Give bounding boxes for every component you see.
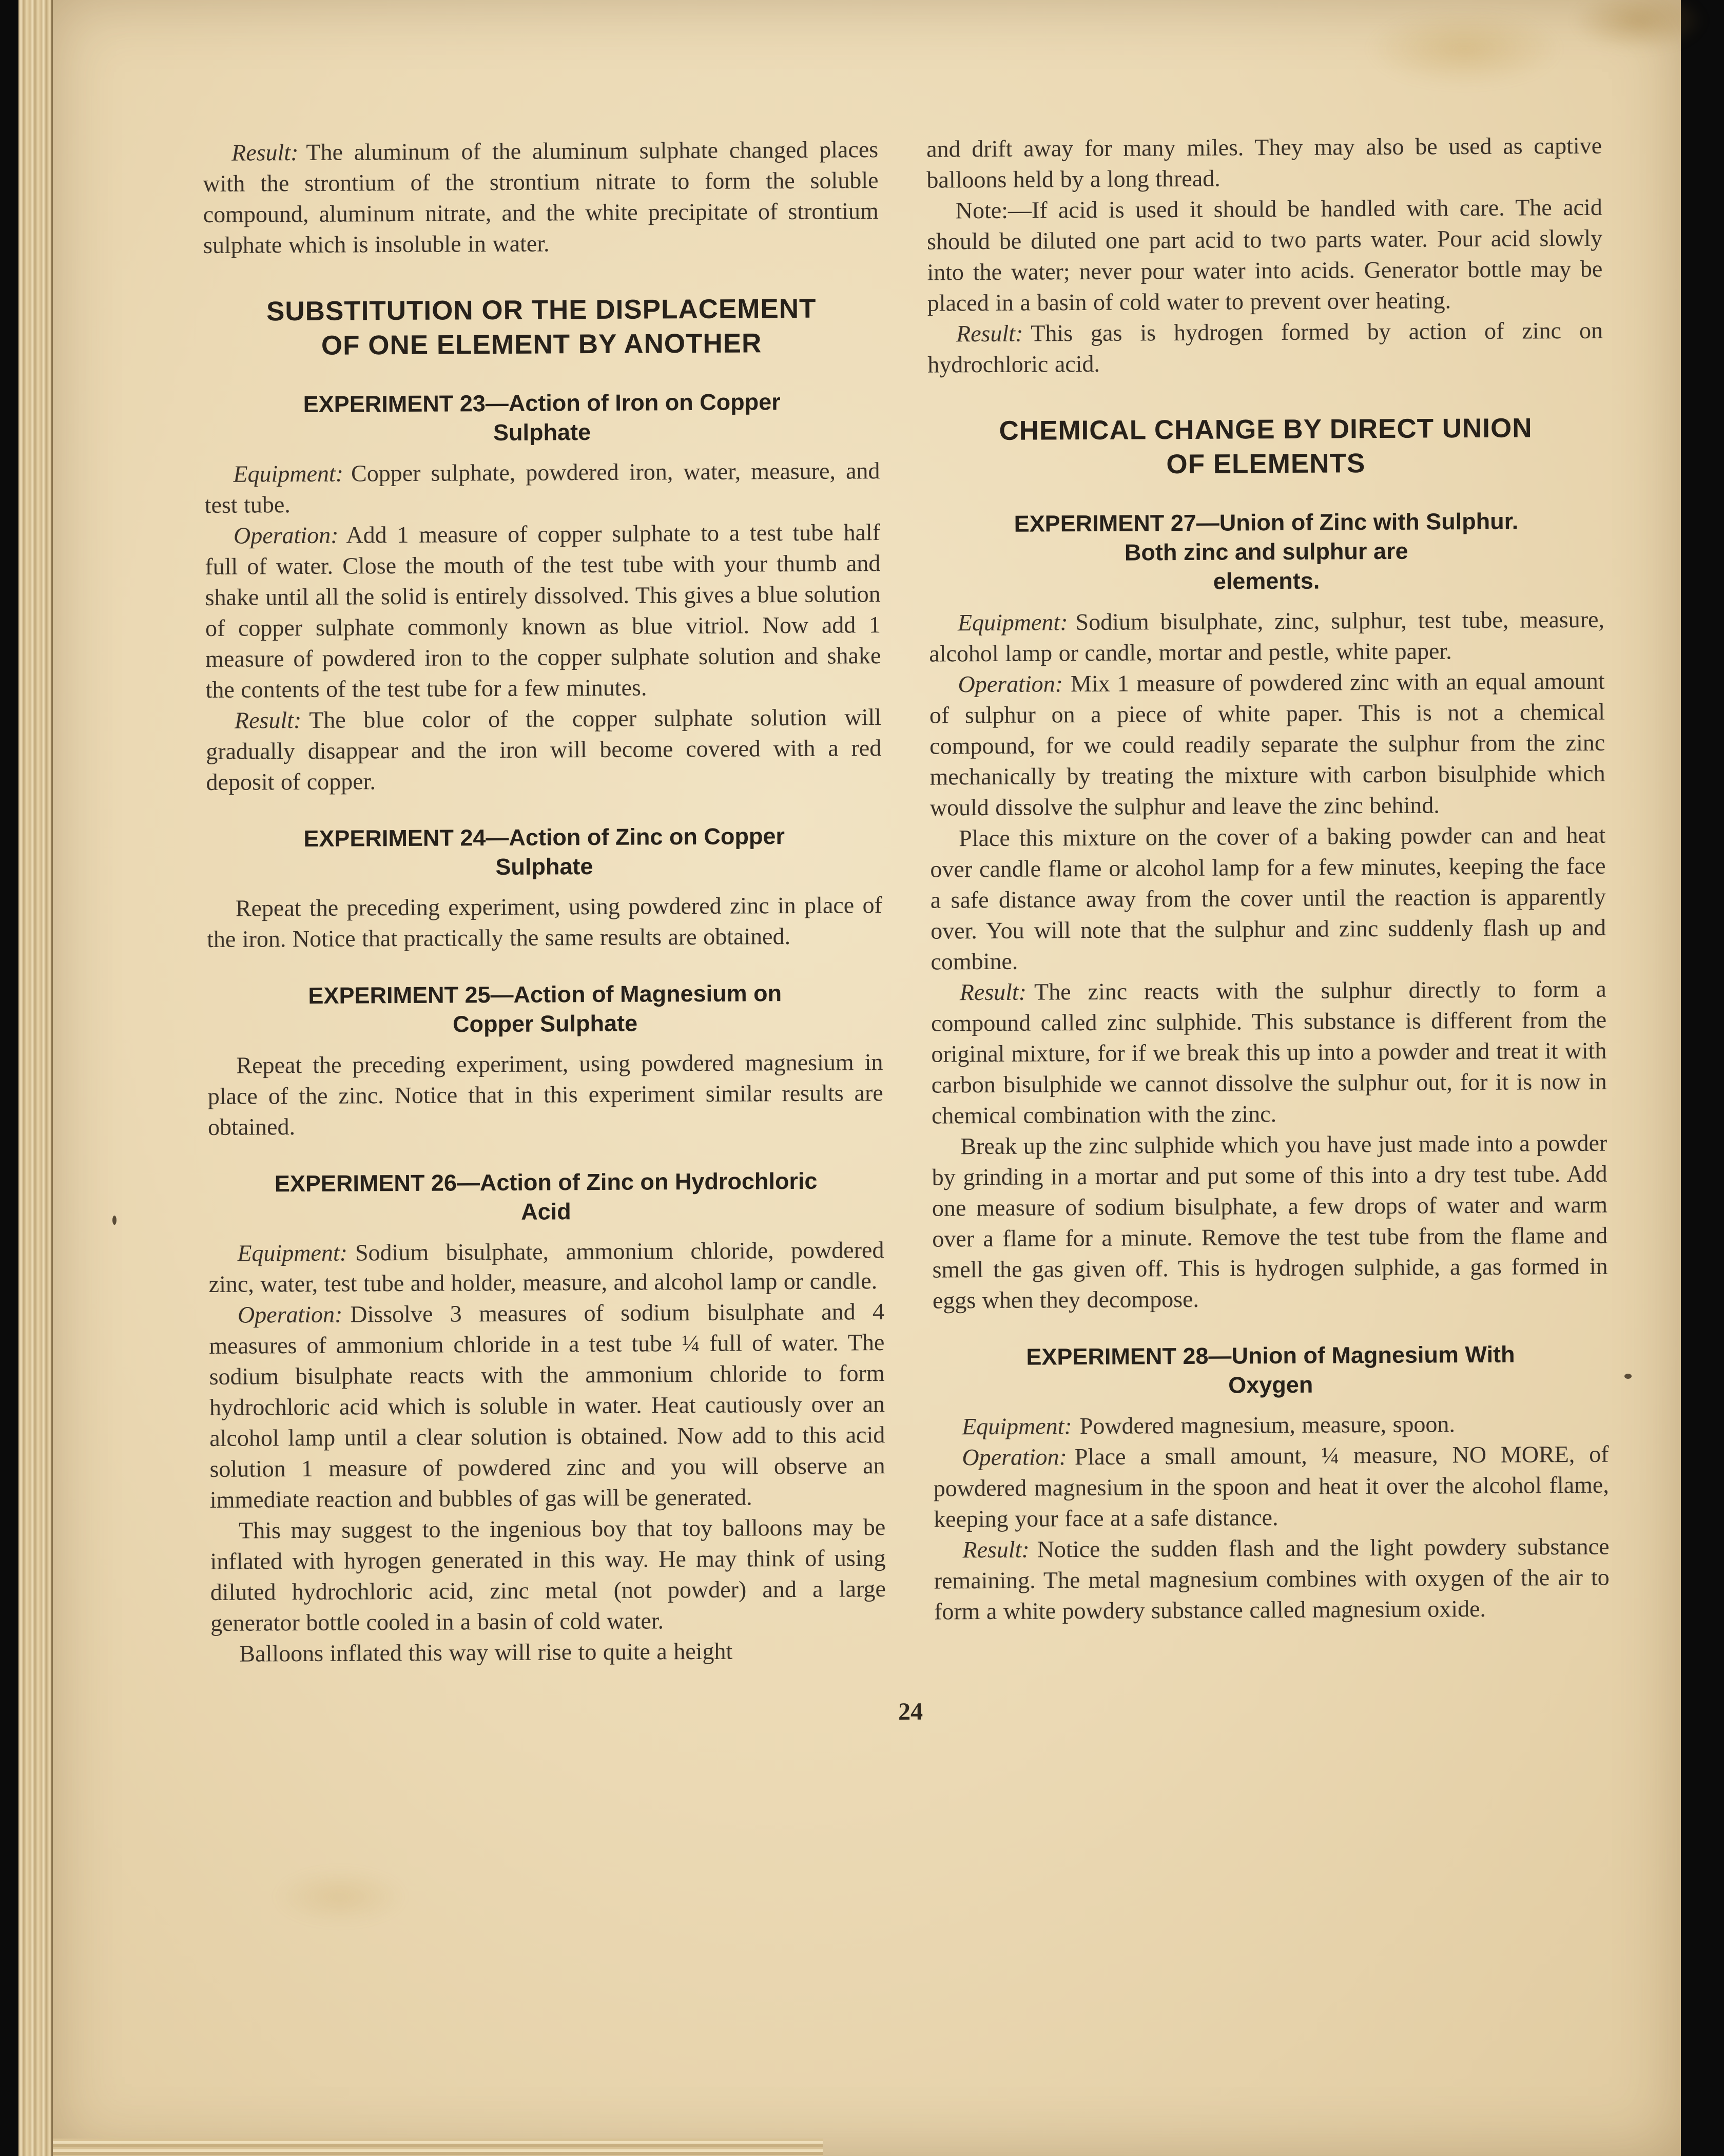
paragraph-lead: Result: bbox=[234, 707, 302, 734]
paragraph-lead: Result: bbox=[956, 320, 1023, 347]
paragraph-text: The aluminum of the aluminum sulphate changed places with the strontium of the strontium nitrate to form the soluble compound, aluminum nitrate, and the white precipitate of strontium sulphate which is insoluble in water. bbox=[203, 136, 879, 258]
paragraph-text: This may suggest to the ingenious boy that toy balloons may be inflated with hyrogen generated in this way. He may think of using diluted hydrochloric acid, zinc metal (not powder) and a large generator bottle cooled in a basin of cold water. bbox=[210, 1514, 886, 1636]
paragraph bbox=[204, 455, 880, 521]
paragraph-lead: Equipment: bbox=[962, 1413, 1072, 1440]
paragraph-lead: Operation: bbox=[962, 1443, 1068, 1471]
paragraph bbox=[930, 820, 1606, 977]
paragraph-lead: Equipment: bbox=[233, 460, 344, 487]
paragraph-text: Dissolve 3 measures of sodium bisulphate and 4 measures of ammonium chloride in a test tube ¼ full of water. The sodium bisulphate reacts with the ammonium chloride to form hydrochloric acid which is soluble in water. Heat cautiously over an alcohol lamp until a clear solution is obtained. Now add to this acid solution 1 measure of powdered zinc and you will observe an immediate reaction and bubbles of gas will be generated. bbox=[209, 1298, 885, 1513]
section-heading bbox=[928, 411, 1604, 483]
paragraph-text: The zinc reacts with the sulphur directly to form a compound called zinc sulphide. This substance is different from the original mixture, for if we break this up into a powder and treat it with carbon bisulphide we cannot dissolve the sulphur out, for it is now in chemical combination with the zinc. bbox=[931, 975, 1607, 1129]
text-columns bbox=[203, 130, 1610, 1669]
paragraph-lead: Operation: bbox=[237, 1301, 343, 1328]
heading-line: SUBSTITUTION OR THE DISPLACEMENT bbox=[266, 293, 817, 327]
paragraph bbox=[929, 666, 1605, 823]
paragraph-lead: Equipment: bbox=[237, 1239, 348, 1266]
experiment-23-heading bbox=[204, 387, 880, 449]
paragraph-lead: Equipment: bbox=[957, 609, 1068, 636]
page-stack-bottom-edge bbox=[53, 2139, 823, 2156]
paragraph bbox=[207, 890, 883, 955]
paragraph-text: Balloons inflated this way will rise to quite a height bbox=[239, 1638, 733, 1667]
paragraph bbox=[934, 1531, 1610, 1627]
paragraph-text: Copper sulphate, powdered iron, water, measure, and test tube. bbox=[204, 457, 880, 518]
heading-line: EXPERIMENT 27—Union of Zinc with Sulphur. bbox=[1014, 508, 1519, 537]
paragraph-lead: Operation: bbox=[958, 670, 1063, 698]
paragraph-text: Place this mixture on the cover of a baking powder can and heat over candle flame or alcohol lamp for a few minutes, keeping the face a safe distance away from the cover until the reaction is apparently over. You will note that the sulphur and zinc suddenly flash up and combine. bbox=[930, 821, 1606, 975]
paragraph-text: Place a small amount, ¼ measure, NO MORE, of powdered magnesium in the spoon and heat it over the alcohol flame, keeping your face at a safe distance. bbox=[933, 1440, 1609, 1532]
page-number: 24 bbox=[898, 1698, 923, 1725]
paragraph-text: Sodium bisulphate, ammonium chloride, powdered zinc, water, test tube and holder, measure, and alcohol lamp or candle. bbox=[208, 1237, 884, 1297]
paper-stain bbox=[1367, 10, 1562, 87]
paragraph-text: Powdered magnesium, measure, spoon. bbox=[1079, 1411, 1456, 1439]
paragraph bbox=[927, 192, 1603, 319]
heading-line: elements. bbox=[1213, 567, 1320, 594]
page-stack-edge bbox=[18, 0, 53, 2156]
page-content bbox=[203, 130, 1610, 1729]
paragraph bbox=[203, 134, 879, 261]
heading-line: Sulphate bbox=[495, 853, 593, 880]
heading-line: OF ONE ELEMENT BY ANOTHER bbox=[321, 328, 762, 361]
paper-stain bbox=[1572, 0, 1706, 51]
paper-stain bbox=[274, 1869, 407, 1925]
heading-line: EXPERIMENT 23—Action of Iron on Copper bbox=[303, 389, 781, 417]
heading-line: Both zinc and sulphur are bbox=[1124, 537, 1408, 566]
page bbox=[53, 0, 1681, 2156]
paragraph-text: Repeat the preceding experiment, using powdered zinc in place of the iron. Notice that practically the same results are obtained. bbox=[207, 892, 882, 952]
heading-line: Acid bbox=[521, 1198, 571, 1225]
paragraph bbox=[929, 604, 1605, 669]
paragraph-lead: Result: bbox=[231, 139, 299, 166]
right-column bbox=[926, 130, 1610, 1666]
heading-line: EXPERIMENT 28—Union of Magnesium With bbox=[1026, 1341, 1515, 1370]
paragraph-text: Notice the sudden flash and the light powdery substance remaining. The metal magnesium combines with oxygen of the air to form a white powdery substance called magnesium oxide. bbox=[934, 1533, 1610, 1625]
paragraph-text: This gas is hydrogen formed by action of zinc on hydrochloric acid. bbox=[927, 317, 1603, 378]
section-heading bbox=[204, 291, 880, 363]
paragraph-text: Note:—If acid is used it should be handled with care. The acid should be diluted one part acid to two parts water. Pour acid slowly into the water; never pour water into acids. Generator bottle may be placed in a basin of cold water to prevent over heating. bbox=[926, 194, 1603, 316]
heading-line: OF ELEMENTS bbox=[1166, 448, 1366, 480]
paragraph bbox=[926, 130, 1602, 196]
paragraph-text: Break up the zinc sulphide which you have just made into a powder by grinding in a mortar and put some of this into a dry test tube. Add one measure of sodium bisulphate, a few drops of water and warm over a flame for a minute. Remove the test tube from the flame and smell the gas given off. This is hydrogen sulphide, a gas formed in eggs when they decompose. bbox=[932, 1129, 1608, 1314]
paragraph bbox=[209, 1296, 885, 1515]
paragraph bbox=[933, 1408, 1609, 1442]
paragraph bbox=[208, 1235, 884, 1300]
heading-line: EXPERIMENT 24—Action of Zinc on Copper bbox=[303, 823, 785, 852]
experiment-27-heading bbox=[928, 506, 1604, 598]
experiment-28-heading bbox=[933, 1339, 1609, 1401]
paragraph-text: The blue color of the copper sulphate solution will gradually disappear and the iron will become covered with a red deposit of copper. bbox=[206, 704, 882, 795]
paragraph-lead: Result: bbox=[959, 978, 1027, 1006]
paragraph-text: Sodium bisulphate, zinc, sulphur, test tube, measure, alcohol lamp or candle, mortar and pestle, white paper. bbox=[929, 606, 1605, 667]
paragraph bbox=[207, 1047, 883, 1143]
heading-line: EXPERIMENT 26—Action of Zinc on Hydrochloric bbox=[274, 1167, 818, 1197]
heading-line: Copper Sulphate bbox=[452, 1010, 638, 1037]
paper-speck bbox=[112, 1216, 117, 1225]
experiment-26-heading bbox=[208, 1166, 884, 1228]
paragraph bbox=[932, 1128, 1608, 1316]
paragraph bbox=[206, 702, 882, 798]
heading-line: Oxygen bbox=[1228, 1371, 1313, 1398]
paragraph-lead: Result: bbox=[962, 1536, 1030, 1563]
heading-line: CHEMICAL CHANGE BY DIRECT UNION bbox=[999, 413, 1533, 446]
heading-line: Sulphate bbox=[493, 419, 591, 446]
paragraph bbox=[927, 315, 1603, 380]
paragraph-text: Add 1 measure of copper sulphate to a test tube half full of water. Close the mouth of the test tube with your thumb and shake until all the solid is entirely dissolved. This gives a blue solution of copper sulphate commonly known as blue vitriol. Now add 1 measure of powdered iron to the copper sulphate solution and shake the contents of the test tube for a few minutes. bbox=[205, 519, 881, 703]
heading-line: EXPERIMENT 25—Action of Magnesium on bbox=[308, 980, 782, 1009]
paragraph bbox=[933, 1439, 1609, 1535]
experiment-24-heading bbox=[206, 821, 882, 883]
paragraph-text: Mix 1 measure of powdered zinc with an equal amount of sulphur on a piece of white paper. This is not a chemical compound, for we could readily separate the sulphur from the zinc mechanically by treating the mixture with carbon bisulphide which would dissolve the sulphur and leave the zinc behind. bbox=[929, 667, 1605, 821]
left-column bbox=[203, 134, 886, 1669]
paragraph bbox=[205, 517, 881, 705]
experiment-25-heading bbox=[207, 978, 883, 1040]
paper-speck bbox=[1624, 1374, 1632, 1379]
paragraph bbox=[931, 974, 1607, 1131]
paragraph-text: Repeat the preceding experiment, using powdered magnesium in place of the zinc. Notice that in this experiment similar results are obtained. bbox=[207, 1049, 883, 1140]
paragraph bbox=[210, 1635, 886, 1669]
paragraph bbox=[210, 1512, 886, 1639]
paragraph-lead: Operation: bbox=[233, 522, 339, 549]
paragraph-text: and drift away for many miles. They may also be used as captive balloons held by a long thread. bbox=[926, 132, 1602, 193]
